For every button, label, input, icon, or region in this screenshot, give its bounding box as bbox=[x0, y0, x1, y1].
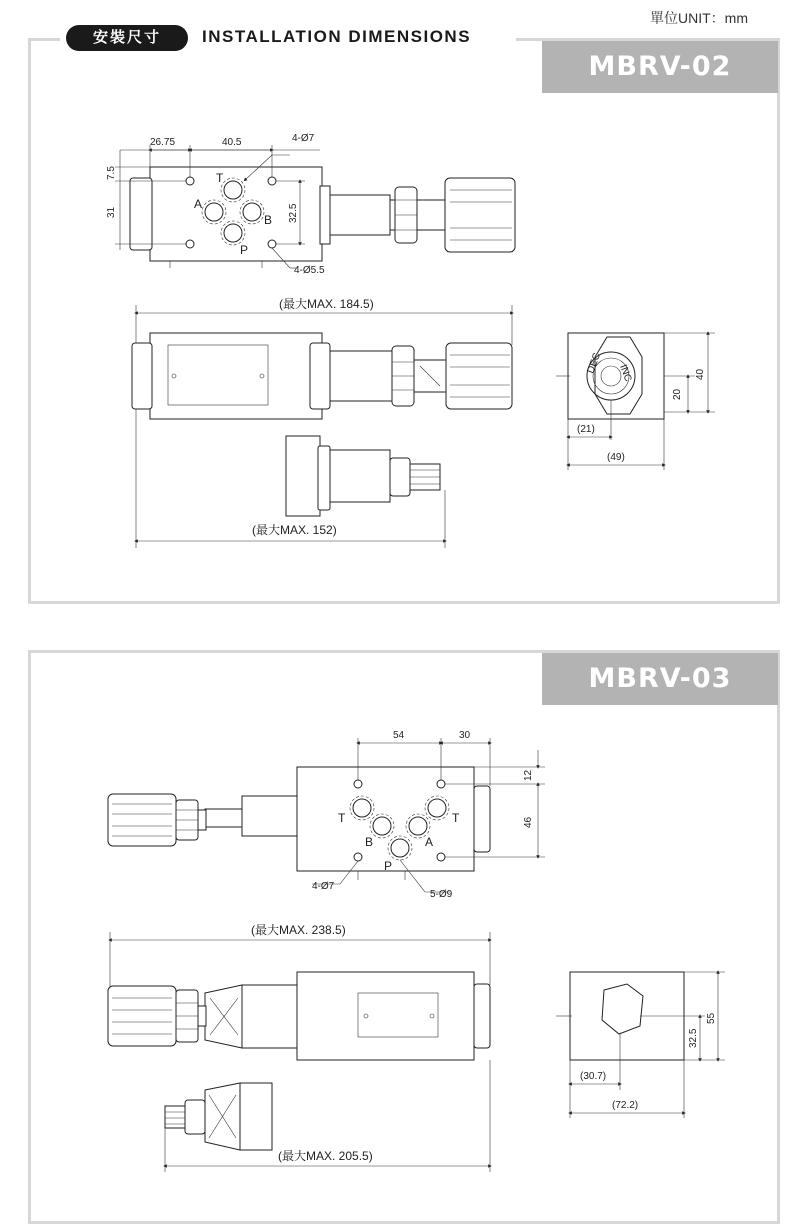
mbrv03-side-h1: 32.5 bbox=[688, 1028, 699, 1048]
mbrv03-side-w1: (30.7) bbox=[580, 1071, 607, 1082]
model-tab-mbrv02: MBRV-02 bbox=[542, 41, 778, 93]
mbrv03-port-t2: T bbox=[452, 811, 460, 825]
mbrv03-dim-d4: 46 bbox=[523, 816, 534, 828]
mbrv02-top-view bbox=[115, 145, 515, 268]
mbrv02-knob-dec: DEC bbox=[585, 351, 604, 376]
mbrv02-hole-t: 4-Ø7 bbox=[292, 133, 315, 144]
mbrv03-port-t1: T bbox=[338, 811, 346, 825]
mbrv03-side-w2: (72.2) bbox=[612, 1100, 639, 1111]
title-cn: 安裝尺寸 bbox=[66, 25, 188, 51]
mbrv03-dim-d1: 54 bbox=[393, 730, 405, 741]
mbrv03-max-len: (最大MAX. 238.5) bbox=[251, 923, 346, 937]
mbrv03-side-h2: 55 bbox=[706, 1012, 717, 1024]
mbrv03-top-view bbox=[108, 738, 545, 892]
mbrv03-port-a: A bbox=[425, 835, 434, 849]
mbrv03-hole-a: 4-Ø7 bbox=[312, 881, 335, 892]
mbrv03-port-b: B bbox=[365, 835, 374, 849]
mbrv03-port-p: P bbox=[384, 859, 393, 873]
mbrv02-max-len2: (最大MAX. 152) bbox=[252, 523, 337, 537]
model-tab-mbrv03: MBRV-03 bbox=[542, 653, 778, 705]
mbrv02-port-t: T bbox=[216, 171, 224, 185]
mbrv02-side-w1: (21) bbox=[577, 424, 595, 435]
mbrv02-dim-d5: 32.5 bbox=[288, 203, 299, 223]
mbrv02-side-view bbox=[556, 333, 715, 470]
mbrv02-port-a: A bbox=[194, 197, 203, 211]
title-en: INSTALLATION DIMENSIONS bbox=[202, 27, 472, 46]
mbrv02-port-b: B bbox=[264, 213, 273, 227]
mbrv03-hole-b: 5-Ø9 bbox=[430, 889, 453, 900]
mbrv02-side-h1: 20 bbox=[672, 388, 683, 400]
mbrv02-front-view bbox=[132, 305, 512, 548]
mbrv03-front-view bbox=[108, 932, 490, 1172]
mbrv03-max-len2: (最大MAX. 205.5) bbox=[278, 1149, 373, 1163]
mbrv02-dim-d2: 40.5 bbox=[222, 137, 242, 148]
mbrv02-hole-p: 4-Ø5.5 bbox=[294, 265, 325, 276]
mbrv02-dim-d4: 31 bbox=[106, 206, 117, 218]
mbrv02-max-len: (最大MAX. 184.5) bbox=[279, 297, 374, 311]
mbrv03-dim-d3: 12 bbox=[523, 769, 534, 781]
mbrv02-side-w2: (49) bbox=[607, 452, 625, 463]
mbrv02-side-h2: 40 bbox=[695, 368, 706, 380]
mbrv02-knob-inc: INC bbox=[617, 363, 634, 384]
mbrv03-dim-d2: 30 bbox=[459, 730, 471, 741]
mbrv02-dim-d3: 7.5 bbox=[106, 166, 117, 180]
mbrv02-port-p: P bbox=[240, 243, 249, 257]
mbrv03-side-view bbox=[556, 972, 725, 1118]
unit-label: 單位UNIT：mm bbox=[650, 10, 748, 26]
mbrv02-dim-d1: 26.75 bbox=[150, 137, 176, 148]
